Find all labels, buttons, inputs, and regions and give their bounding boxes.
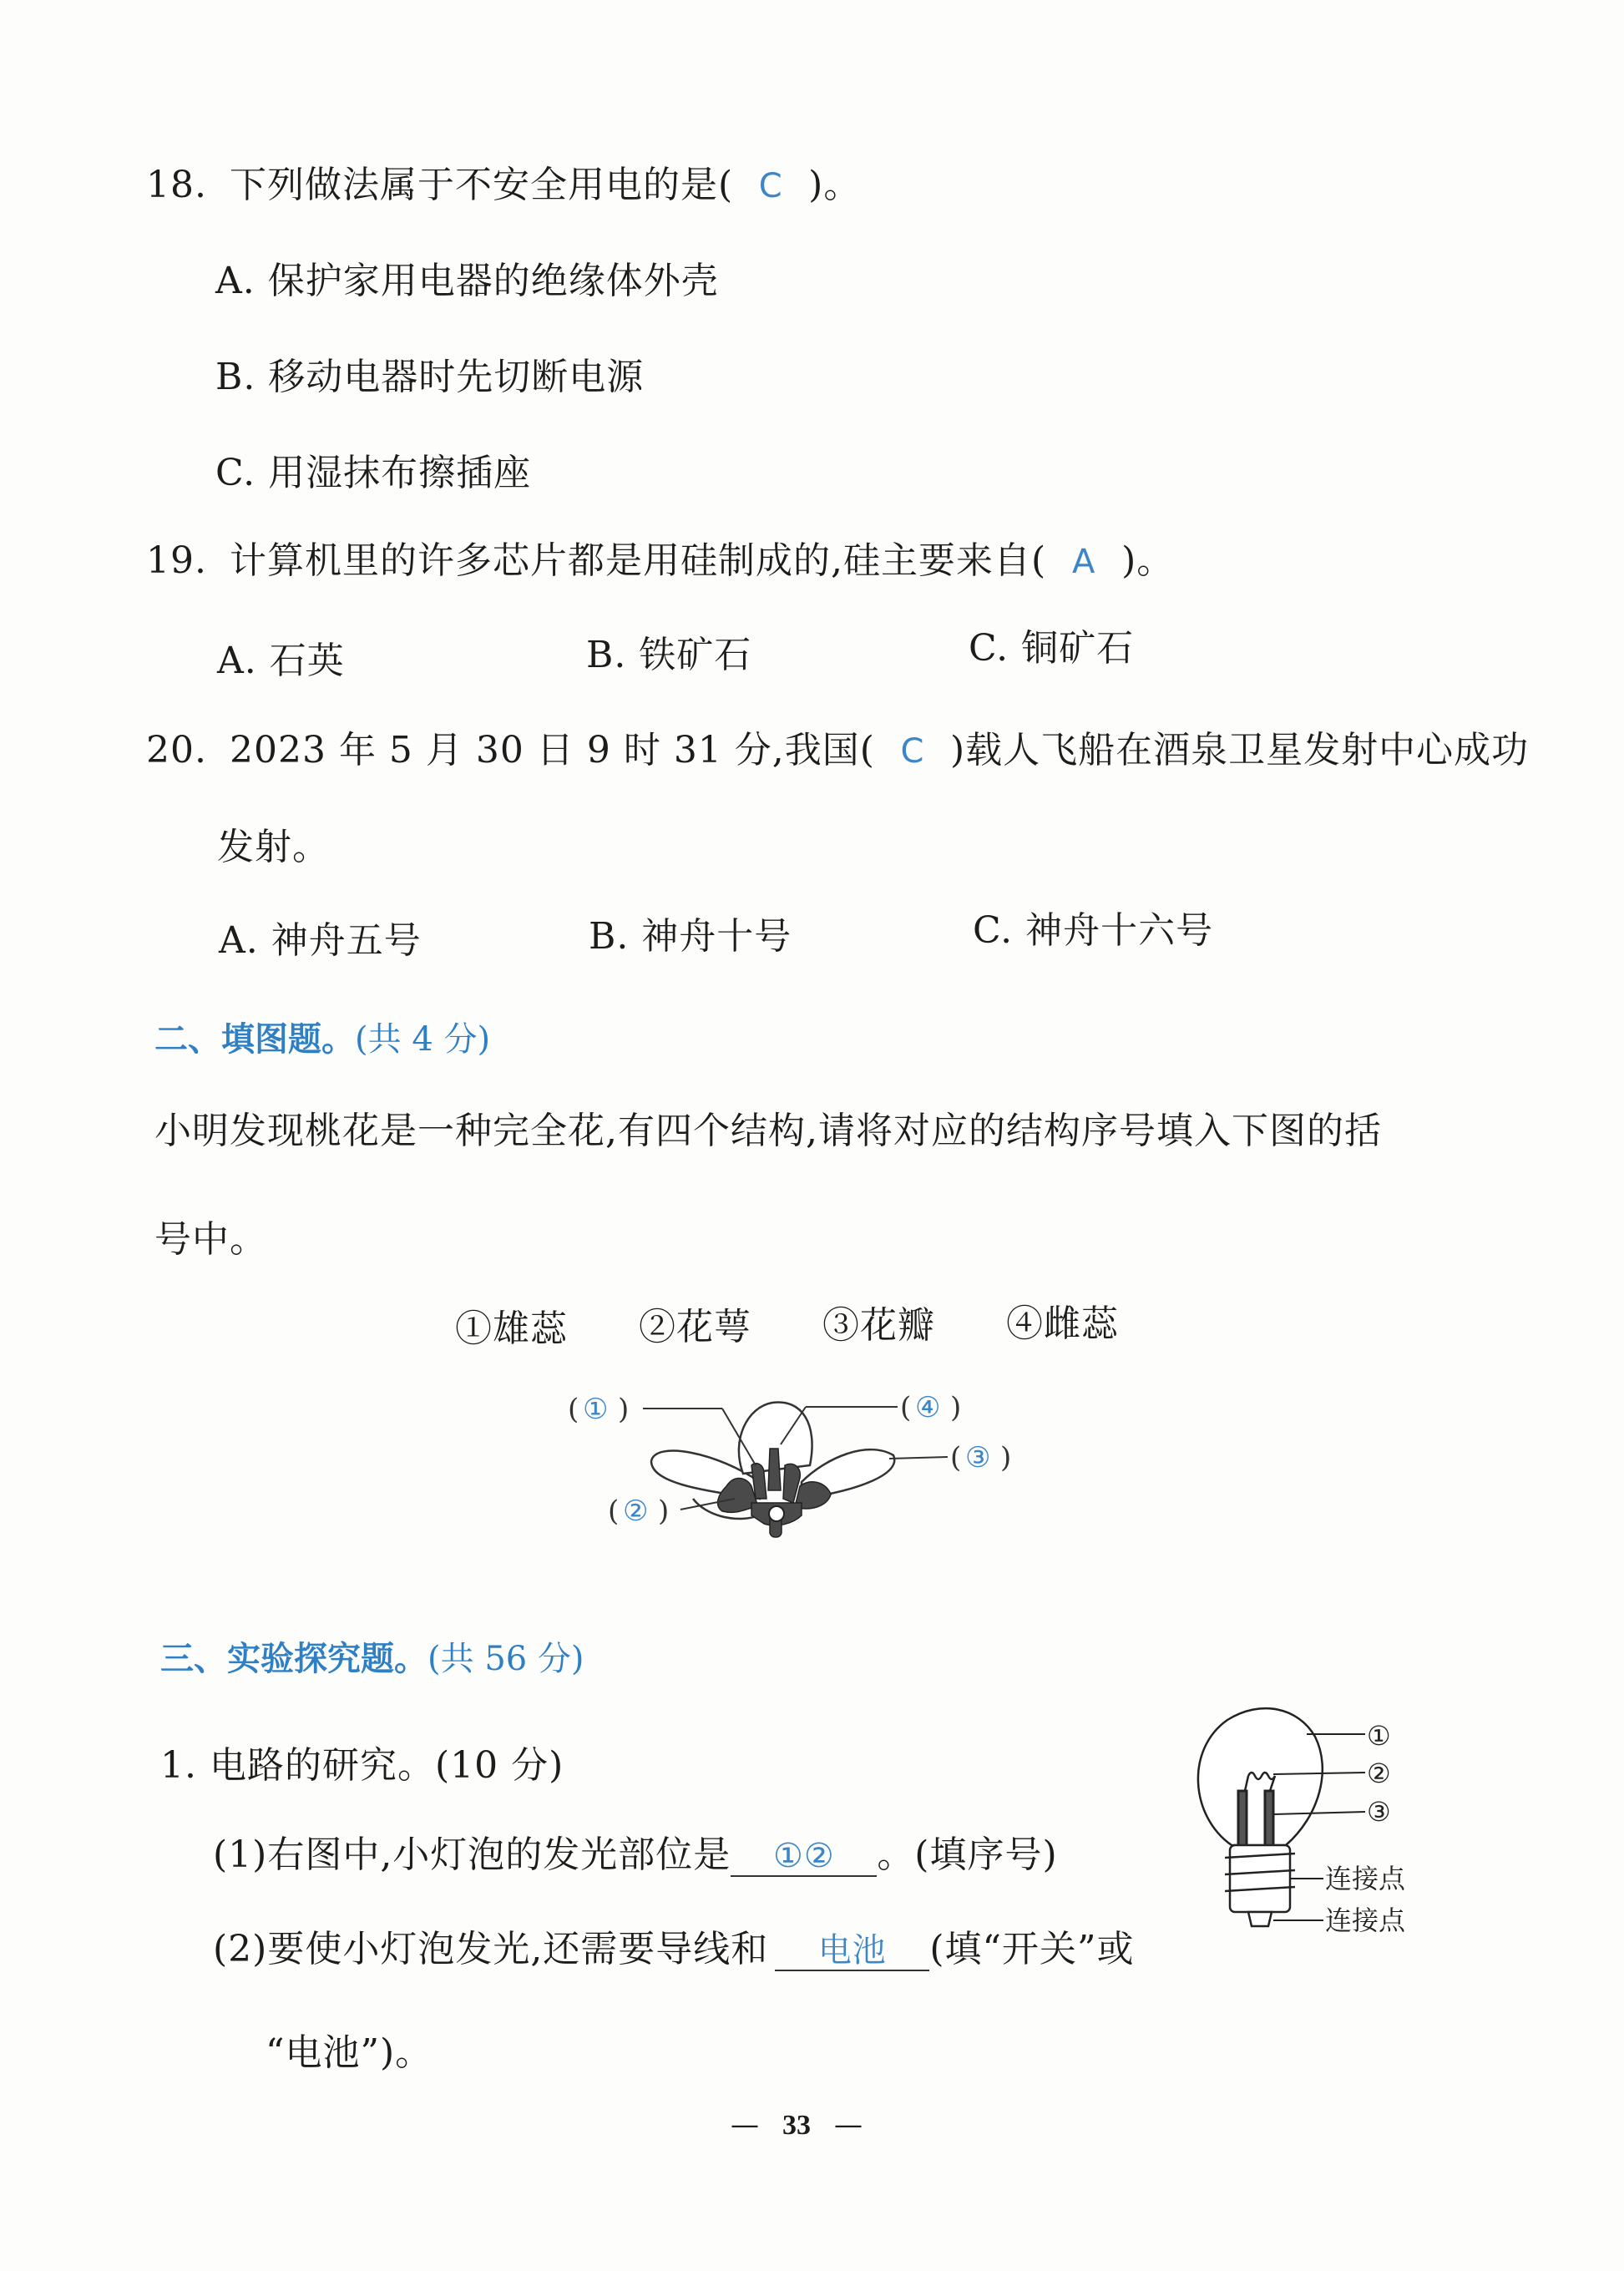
q19-option-b: B. 铁矿石 xyxy=(586,634,752,676)
bulb-label-2: ② xyxy=(1367,1758,1391,1789)
q20-stem-text: 2023 年 5 月 30 日 9 时 31 分,我国( xyxy=(229,729,875,771)
sub1-after: 。(填序号) xyxy=(877,1833,1058,1876)
legend-stamen: ①雄蕊 xyxy=(455,1307,568,1350)
section3-title: 三、实验探究题。 xyxy=(160,1640,428,1678)
q19-answer: A xyxy=(1071,543,1096,581)
section3-points: (共 56 分) xyxy=(428,1640,584,1678)
flower-paren-close: ) xyxy=(950,1391,962,1424)
bulb-label-contact-1: 连接点 xyxy=(1325,1863,1406,1894)
label-sepal: ② xyxy=(623,1495,649,1528)
bulb-base xyxy=(1225,1845,1295,1926)
q18-option-a: A. 保护家用电器的绝缘体外壳 xyxy=(215,260,719,302)
q20-option-a: A. 神舟五号 xyxy=(219,919,422,962)
q20-stem-line2: 发射。 xyxy=(217,826,330,868)
q20-option-c: C. 神舟十六号 xyxy=(973,909,1214,952)
sub2-blank xyxy=(775,1930,929,1971)
q18-stem-end: )。 xyxy=(808,164,862,206)
section2-heading xyxy=(154,1013,490,1060)
bulb-label-3: ③ xyxy=(1367,1796,1391,1828)
bulb-diagram xyxy=(1181,1699,1449,1933)
section3-q1-sub2-line2: “电池”)。 xyxy=(266,2031,433,2074)
q19-option-c: C. 铜矿石 xyxy=(969,627,1135,670)
section3-heading xyxy=(160,1632,584,1680)
q18-stem xyxy=(146,154,861,208)
flower-diagram xyxy=(551,1382,1019,1565)
sub2-answer: 电池 xyxy=(817,1931,887,1970)
flower-paren-open: ( xyxy=(608,1495,620,1528)
sub2-after: (填“开关”或 xyxy=(929,1928,1135,1970)
q19-number: 19. xyxy=(146,539,207,582)
section2-prompt-line1: 小明发现桃花是一种完全花,有四个结构,请将对应的结构序号填入下图的括 xyxy=(154,1110,1382,1152)
bulb-label-1: ① xyxy=(1367,1720,1391,1752)
flower-paren-left-top: ( xyxy=(568,1393,579,1426)
flower-paren-open: ( xyxy=(900,1391,912,1424)
section2-prompt-line2: 号中。 xyxy=(154,1218,267,1261)
page-number-value: 33 xyxy=(782,2110,811,2141)
section3-q1-sub2 xyxy=(213,1919,1134,1972)
label-pistil: ④ xyxy=(915,1391,941,1424)
q19-stem-text: 计算机里的许多芯片都是用硅制成的,硅主要来自( xyxy=(229,539,1047,582)
legend-petal: ③花瓣 xyxy=(822,1304,935,1347)
q19-option-a: A. 石英 xyxy=(217,640,345,682)
sub1-answer: ①② xyxy=(772,1837,835,1875)
flower-paren-close: ) xyxy=(618,1393,630,1426)
q18-stem-text: 下列做法属于不安全用电的是( xyxy=(229,164,734,206)
q20-option-b: B. 神舟十号 xyxy=(589,915,792,958)
q18-number: 18. xyxy=(146,164,207,206)
section2-points: (共 4 分) xyxy=(355,1020,491,1059)
label-stamen: ① xyxy=(583,1393,609,1426)
q18-answer: C xyxy=(758,167,783,205)
flower-paren-close: ) xyxy=(658,1495,670,1528)
section2-title: 二、填图题。 xyxy=(154,1020,355,1059)
sub1-text: (1)右图中,小灯泡的发光部位是 xyxy=(213,1833,731,1876)
q19-stem xyxy=(146,530,1174,584)
bulb-label-contact-2: 连接点 xyxy=(1325,1904,1406,1933)
legend-pistil: ④雌蕊 xyxy=(1006,1302,1119,1345)
legend-sepal: ②花萼 xyxy=(639,1306,751,1348)
q20-answer: C xyxy=(900,732,925,771)
flower-paren-close: ) xyxy=(1000,1441,1012,1474)
label-petal: ③ xyxy=(965,1441,991,1474)
q20-stem-cont: )载人飞船在酒泉卫星发射中心成功 xyxy=(949,729,1530,771)
stamen-cluster xyxy=(718,1449,831,1537)
q18-option-b: B. 移动电器时先切断电源 xyxy=(215,356,645,398)
q19-stem-end: )。 xyxy=(1121,539,1175,582)
q20-number: 20. xyxy=(146,729,207,771)
q18-option-c: C. 用湿抹布擦插座 xyxy=(215,452,532,494)
page-dash-left: — xyxy=(731,2108,759,2142)
sub1-blank xyxy=(731,1835,877,1877)
page-dash-right: — xyxy=(834,2108,863,2142)
flower-paren-open: ( xyxy=(950,1441,962,1474)
section3-q1-sub1 xyxy=(213,1824,1058,1878)
section3-q1-title: 1. 电路的研究。(10 分) xyxy=(160,1744,564,1787)
sub2-text: (2)要使小灯泡发光,还需要导线和 xyxy=(213,1928,769,1970)
page-number xyxy=(731,2108,863,2142)
q20-stem xyxy=(146,720,1529,773)
